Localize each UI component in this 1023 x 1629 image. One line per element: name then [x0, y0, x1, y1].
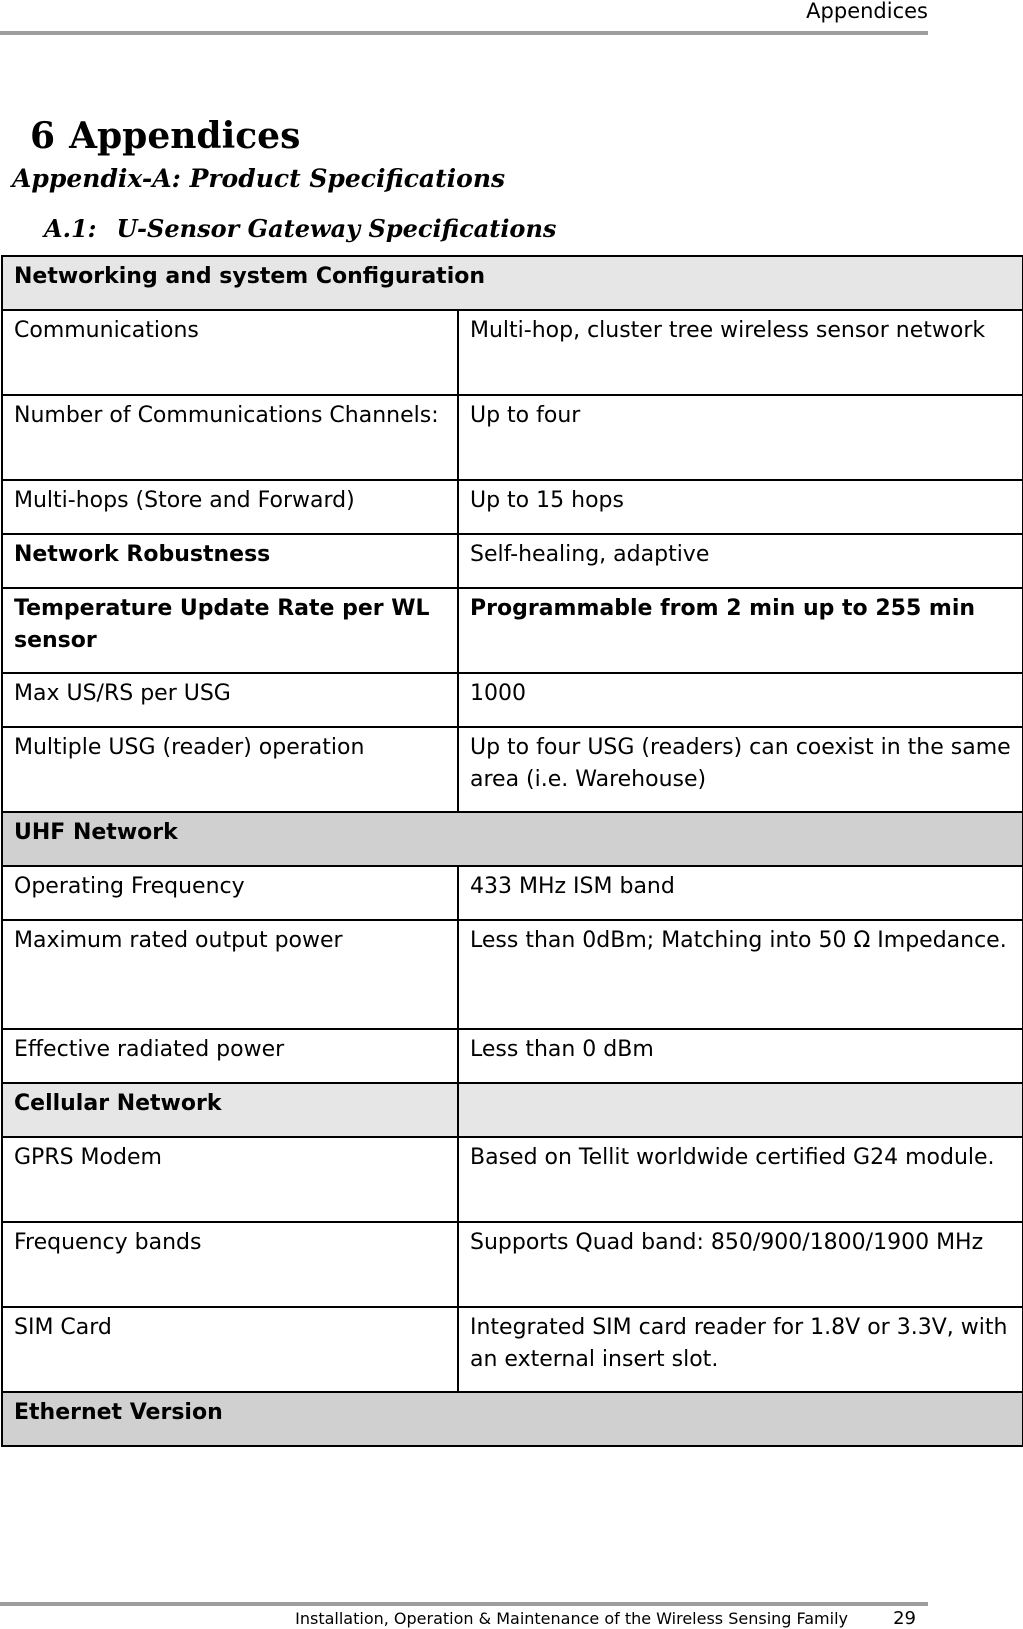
table-row [2, 395, 1023, 480]
table-row [2, 588, 1023, 673]
section-number: A.1: [44, 214, 97, 243]
spec-value: Up to 15 hops [458, 480, 1023, 534]
spec-label: GPRS Modem [2, 1137, 458, 1222]
appendix-title: Appendix-A: Product Specifications [12, 164, 506, 193]
section-title-text: U-Sensor Gateway Specifications [116, 214, 557, 243]
table-row [2, 310, 1023, 395]
spec-label: Frequency bands [2, 1222, 458, 1307]
section-header-row [2, 1083, 1023, 1137]
chapter-number: 6 [30, 115, 56, 157]
spec-value: 1000 [458, 673, 1023, 727]
table-row [2, 727, 1023, 812]
table-row [2, 1137, 1023, 1222]
table-row [2, 534, 1023, 588]
spec-label: Operating Frequency [2, 866, 458, 920]
spec-label: Network Robustness [2, 534, 458, 588]
table-row [2, 920, 1023, 1029]
spec-value: Self-healing, adaptive [458, 534, 1023, 588]
table-row [2, 866, 1023, 920]
spec-label: Temperature Update Rate per WL sensor [2, 588, 458, 673]
uhf-heading: UHF Network [2, 812, 1023, 866]
spec-value: Less than 0dBm; Matching into 50 Ω Impedance. [458, 920, 1023, 1029]
header-rule [0, 31, 928, 35]
spec-value: Supports Quad band: 850/900/1800/1900 MHz [458, 1222, 1023, 1307]
spec-label: SIM Card [2, 1307, 458, 1392]
specifications-table [1, 255, 1023, 1447]
spec-label: Max US/RS per USG [2, 673, 458, 727]
spec-label: Effective radiated power [2, 1029, 458, 1083]
chapter-title-text: Appendices [69, 115, 301, 157]
page-number: 29 [893, 1608, 916, 1629]
cellular-heading: Cellular Network [2, 1083, 458, 1137]
networking-heading: Networking and system Configuration [2, 256, 1023, 310]
spec-label: Communications [2, 310, 458, 395]
table-row [2, 480, 1023, 534]
table-row [2, 1307, 1023, 1392]
spec-value: Multi-hop, cluster tree wireless sensor network [458, 310, 1023, 395]
spec-label: Multi-hops (Store and Forward) [2, 480, 458, 534]
section-header-row [2, 1392, 1023, 1446]
spec-label: Number of Communications Channels: [2, 395, 458, 480]
footer-rule [0, 1602, 928, 1606]
ethernet-heading: Ethernet Version [2, 1392, 1023, 1446]
running-header: Appendices [806, 0, 928, 23]
section-header-row [2, 256, 1023, 310]
spec-value: 433 MHz ISM band [458, 866, 1023, 920]
chapter-title [30, 112, 300, 160]
empty-cell [458, 1083, 1023, 1137]
table-row [2, 1029, 1023, 1083]
section-title [44, 213, 556, 245]
footer-text: Installation, Operation & Maintenance of the Wireless Sensing Family [295, 1609, 848, 1628]
table-row [2, 673, 1023, 727]
section-header-row [2, 812, 1023, 866]
spec-value: Based on Tellit worldwide certified G24 module. [458, 1137, 1023, 1222]
table-row [2, 1222, 1023, 1307]
spec-value: Integrated SIM card reader for 1.8V or 3.3V, with an external insert slot. [458, 1307, 1023, 1392]
spec-value: Programmable from 2 min up to 255 min [458, 588, 1023, 673]
spec-value: Up to four [458, 395, 1023, 480]
spec-label: Multiple USG (reader) operation [2, 727, 458, 812]
spec-label: Maximum rated output power [2, 920, 458, 1029]
spec-value: Less than 0 dBm [458, 1029, 1023, 1083]
spec-value: Up to four USG (readers) can coexist in the same area (i.e. Warehouse) [458, 727, 1023, 812]
